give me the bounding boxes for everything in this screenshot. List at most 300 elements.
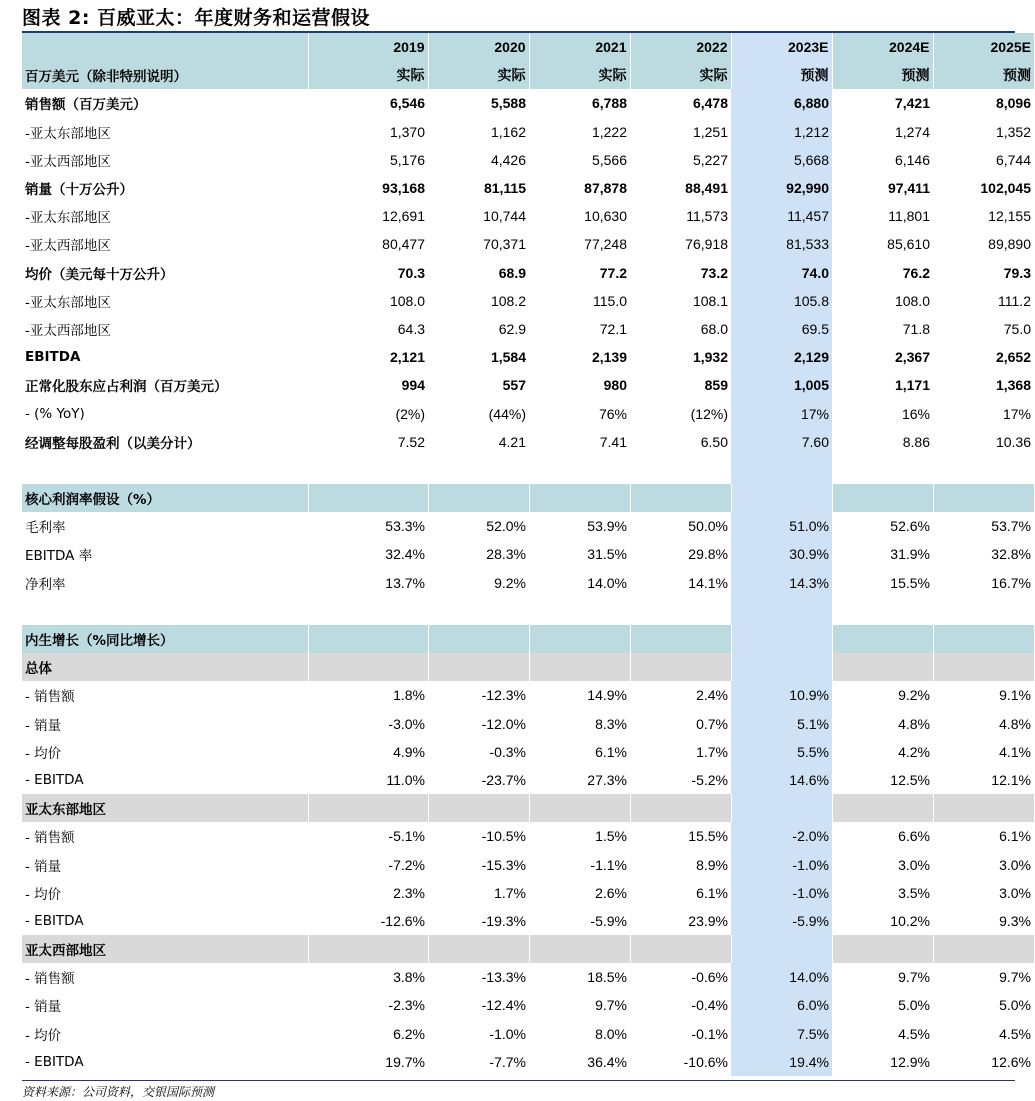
value-cell: 71.8	[902, 320, 930, 337]
value-cell: 111.2	[998, 292, 1031, 309]
value-cell	[630, 597, 731, 625]
value-cell: 23.9%	[688, 912, 728, 929]
value-cell: -0.3%	[489, 743, 526, 760]
value-cell	[308, 625, 428, 653]
table-row	[22, 822, 1034, 850]
value-cell: 1.7%	[696, 743, 728, 760]
value-cell: 1,171	[894, 377, 930, 394]
value-cell: 7.52	[397, 433, 425, 450]
subsection-header-row	[22, 794, 1034, 822]
value-cell: 6.2%	[393, 1025, 425, 1042]
value-cell	[529, 625, 630, 653]
value-cell: 19.4%	[731, 1048, 832, 1076]
value-cell: 2.6%	[595, 884, 627, 901]
value-cell: 1,352	[995, 123, 1031, 140]
value-cell	[428, 653, 529, 681]
row-label: - EBITDA	[25, 912, 84, 929]
value-cell: 89,890	[988, 236, 1031, 253]
table-row	[22, 371, 1034, 399]
value-cell: 68.0	[700, 320, 728, 337]
value-cell: 15.5%	[890, 574, 930, 591]
row-label: 亚太东部地区	[22, 794, 308, 822]
value-cell: -12.3%	[481, 687, 526, 704]
row-label: 正常化股东应占利润（百万美元）	[25, 379, 228, 396]
table-row	[22, 766, 1034, 794]
value-cell: 32.4%	[385, 546, 425, 563]
header-row-types	[22, 61, 1034, 89]
value-cell	[308, 456, 428, 484]
value-cell	[933, 794, 1034, 822]
value-cell: 36.4%	[587, 1053, 627, 1070]
value-cell: 2,652	[995, 349, 1031, 366]
value-cell: -7.7%	[489, 1053, 526, 1070]
value-cell: 3.0%	[898, 856, 930, 873]
value-cell	[731, 794, 832, 822]
row-label	[22, 456, 308, 484]
value-cell: 1,222	[591, 123, 627, 140]
value-cell: 4,426	[490, 151, 526, 168]
row-label: -亚太东部地区	[25, 210, 111, 227]
year-header: 2021	[529, 33, 630, 61]
value-cell: -1.0%	[731, 850, 832, 878]
value-cell: 9.7%	[595, 997, 627, 1014]
row-label: 均价（美元每十万公升）	[25, 266, 174, 283]
value-cell: 4.5%	[898, 1025, 930, 1042]
value-cell: 5.0%	[999, 997, 1031, 1014]
row-label	[22, 597, 308, 625]
value-cell: 8.0%	[595, 1025, 627, 1042]
subsection-header-row	[22, 935, 1034, 963]
value-cell: 6.50	[700, 433, 728, 450]
table-row	[22, 963, 1034, 991]
value-cell: 85,610	[887, 236, 930, 253]
value-cell: 10,744	[483, 208, 526, 225]
value-cell: 8.9%	[696, 856, 728, 873]
value-cell: -12.6%	[380, 912, 425, 929]
value-cell	[529, 653, 630, 681]
row-label: 净利率	[25, 576, 66, 593]
value-cell: 6.0%	[731, 991, 832, 1019]
value-cell: 12.9%	[890, 1053, 930, 1070]
year-header: 2023E	[731, 33, 832, 61]
value-cell: 6.1%	[999, 828, 1031, 845]
year-header: 2022	[630, 33, 731, 61]
value-cell	[529, 935, 630, 963]
value-cell: 9.1%	[999, 687, 1031, 704]
table-row	[22, 738, 1034, 766]
row-label: - 销量	[25, 717, 62, 734]
value-cell: 5,566	[591, 151, 627, 168]
row-label: 亚太西部地区	[22, 935, 308, 963]
value-cell: 2,121	[389, 349, 425, 366]
table-row	[22, 850, 1034, 878]
value-cell: 7.60	[731, 428, 832, 456]
row-label: - 均价	[25, 1027, 62, 1044]
value-cell: 11,573	[686, 208, 728, 225]
value-cell	[630, 935, 731, 963]
value-cell: -7.2%	[388, 856, 425, 873]
type-header: 实际	[529, 61, 630, 89]
value-cell: -10.5%	[481, 828, 526, 845]
year-header: 2019	[308, 33, 428, 61]
value-cell: 3.8%	[393, 969, 425, 986]
value-cell	[428, 625, 529, 653]
value-cell: 8.86	[902, 433, 930, 450]
value-cell: 31.9%	[890, 546, 930, 563]
table-row	[22, 991, 1034, 1019]
value-cell: 52.0%	[486, 518, 526, 535]
value-cell: -1.0%	[489, 1025, 526, 1042]
value-cell: 13.7%	[385, 574, 425, 591]
value-cell: 29.8%	[688, 546, 728, 563]
value-cell	[731, 935, 832, 963]
value-cell: 1,251	[692, 123, 728, 140]
value-cell: 14.0%	[587, 574, 627, 591]
year-header: 2025E	[933, 33, 1034, 61]
source-divider	[22, 1080, 1015, 1081]
value-cell: 31.5%	[587, 546, 627, 563]
value-cell: 9.7%	[999, 969, 1031, 986]
value-cell: (2%)	[395, 405, 425, 422]
row-label: 毛利率	[25, 520, 66, 537]
value-cell	[308, 935, 428, 963]
value-cell: 3.0%	[999, 884, 1031, 901]
value-cell: 8,096	[995, 95, 1031, 112]
value-cell: 7.41	[599, 433, 627, 450]
value-cell	[529, 456, 630, 484]
value-cell: 6,880	[731, 89, 832, 117]
value-cell	[630, 456, 731, 484]
row-label: 销售额（百万美元）	[25, 97, 147, 114]
value-cell: 115.0	[593, 292, 627, 309]
section-header-row	[22, 484, 1034, 512]
value-cell: 5,668	[731, 146, 832, 174]
type-header: 预测	[731, 61, 832, 89]
value-cell: 12.1%	[991, 771, 1031, 788]
value-cell	[428, 597, 529, 625]
value-cell: 10.36	[995, 433, 1031, 450]
value-cell: -5.2%	[691, 771, 728, 788]
value-cell: 2.4%	[696, 687, 728, 704]
row-label: -亚太东部地区	[25, 294, 111, 311]
value-cell: 8.3%	[595, 715, 627, 732]
value-cell	[832, 653, 933, 681]
value-cell: -1.1%	[590, 856, 627, 873]
row-label: -亚太西部地区	[25, 153, 111, 170]
value-cell	[630, 653, 731, 681]
row-label: - 销售额	[25, 830, 75, 847]
value-cell: 5.5%	[731, 738, 832, 766]
type-header: 实际	[428, 61, 529, 89]
value-cell	[933, 597, 1034, 625]
type-header: 实际	[630, 61, 731, 89]
value-cell: 19.7%	[385, 1053, 425, 1070]
row-label: - 均价	[25, 745, 62, 762]
value-cell: 12.5%	[890, 771, 930, 788]
value-cell: 69.5	[731, 315, 832, 343]
value-cell	[529, 484, 630, 512]
year-header: 2024E	[832, 33, 933, 61]
value-cell: -0.6%	[691, 969, 728, 986]
value-cell: 1.8%	[393, 687, 425, 704]
value-cell: -5.1%	[388, 828, 425, 845]
value-cell: 4.1%	[999, 743, 1031, 760]
table-row	[22, 287, 1034, 315]
value-cell: 72.1	[599, 320, 627, 337]
value-cell: (12%)	[690, 405, 728, 422]
value-cell: 77.2	[599, 264, 627, 281]
value-cell: 64.3	[397, 320, 425, 337]
row-label: 核心利润率假设（%）	[22, 484, 308, 512]
value-cell: 0.7%	[696, 715, 728, 732]
type-header: 实际	[308, 61, 428, 89]
value-cell: 15.5%	[688, 828, 728, 845]
subsection-header-row	[22, 653, 1034, 681]
row-label: -亚太西部地区	[25, 322, 111, 339]
row-label: - 销售额	[25, 971, 75, 988]
value-cell	[731, 625, 832, 653]
value-cell: -5.9%	[590, 912, 627, 929]
value-cell: 30.9%	[731, 540, 832, 568]
value-cell: 980	[603, 377, 627, 394]
table-row	[22, 1048, 1034, 1076]
table-row	[22, 118, 1034, 146]
value-cell: 859	[704, 377, 728, 394]
value-cell: 18.5%	[587, 969, 627, 986]
value-cell: 6.6%	[898, 828, 930, 845]
value-cell: 105.8	[731, 287, 832, 315]
table-row	[22, 315, 1034, 343]
value-cell: 17%	[731, 399, 832, 427]
value-cell: 5,176	[389, 151, 425, 168]
value-cell: 1,932	[692, 349, 728, 366]
value-cell: 50.0%	[688, 518, 728, 535]
value-cell	[630, 484, 731, 512]
value-cell: 81,533	[731, 230, 832, 258]
value-cell: 102,045	[980, 180, 1031, 197]
value-cell: 2,139	[591, 349, 627, 366]
value-cell: 4.8%	[999, 715, 1031, 732]
row-label: - 销量	[25, 999, 62, 1016]
value-cell	[428, 935, 529, 963]
value-cell: 81,115	[483, 180, 526, 197]
value-cell: 80,477	[382, 236, 425, 253]
value-cell: 88,491	[685, 180, 728, 197]
value-cell: -15.3%	[481, 856, 526, 873]
value-cell	[832, 484, 933, 512]
row-label: 经调整每股盈利（以美分计）	[25, 435, 201, 452]
value-cell: 87,878	[584, 180, 627, 197]
row-label: - 均价	[25, 886, 62, 903]
value-cell: 2,367	[894, 349, 930, 366]
value-cell: 70.3	[397, 264, 425, 281]
value-cell: 92,990	[731, 174, 832, 202]
value-cell: 1,370	[389, 123, 425, 140]
table-row	[22, 1020, 1034, 1048]
value-cell	[428, 456, 529, 484]
section-header-row	[22, 625, 1034, 653]
value-cell: 16.7%	[991, 574, 1031, 591]
value-cell: 9.3%	[999, 912, 1031, 929]
value-cell	[731, 484, 832, 512]
value-cell: 7,421	[894, 95, 930, 112]
source-note: 资料来源：公司资料，交银国际预测	[22, 1085, 215, 1099]
row-label: EBITDA	[25, 349, 81, 366]
value-cell: 62.9	[498, 320, 526, 337]
table-row	[22, 540, 1034, 568]
value-cell: 12.6%	[991, 1053, 1031, 1070]
value-cell: 1.7%	[494, 884, 526, 901]
value-cell: 14.9%	[587, 687, 627, 704]
value-cell	[731, 456, 832, 484]
value-cell	[933, 935, 1034, 963]
value-cell: 10,630	[584, 208, 627, 225]
value-cell: 1,584	[490, 349, 526, 366]
value-cell	[933, 653, 1034, 681]
table-row	[22, 512, 1034, 540]
value-cell: 994	[401, 377, 425, 394]
value-cell: 6,744	[995, 151, 1031, 168]
value-cell	[308, 653, 428, 681]
unit-label: 百万美元（除非特别说明）	[22, 61, 308, 89]
value-cell: 6,478	[692, 95, 728, 112]
value-cell	[529, 597, 630, 625]
header-blank-cell	[22, 33, 308, 61]
value-cell	[933, 456, 1034, 484]
value-cell	[832, 456, 933, 484]
value-cell: 93,168	[382, 180, 425, 197]
value-cell: 27.3%	[587, 771, 627, 788]
value-cell: 9.7%	[898, 969, 930, 986]
row-label: -亚太东部地区	[25, 125, 111, 142]
value-cell	[832, 935, 933, 963]
value-cell: 68.9	[498, 264, 526, 281]
value-cell	[832, 625, 933, 653]
value-cell: (44%)	[488, 405, 526, 422]
value-cell: 53.9%	[587, 518, 627, 535]
spacer-row	[22, 597, 1034, 625]
value-cell: 5.0%	[898, 997, 930, 1014]
value-cell: 6,788	[591, 95, 627, 112]
table-row	[22, 879, 1034, 907]
value-cell: 6,146	[894, 151, 930, 168]
value-cell: 1,368	[995, 377, 1031, 394]
value-cell	[731, 653, 832, 681]
value-cell: 1,274	[894, 123, 930, 140]
value-cell: 53.3%	[385, 518, 425, 535]
table-row	[22, 343, 1034, 371]
value-cell: 17%	[1002, 405, 1031, 422]
value-cell: 14.0%	[731, 963, 832, 991]
row-label: - EBITDA	[25, 1053, 84, 1070]
value-cell	[428, 794, 529, 822]
value-cell: -13.3%	[481, 969, 526, 986]
value-cell: 75.0	[1003, 320, 1031, 337]
value-cell	[308, 597, 428, 625]
value-cell: 74.0	[731, 259, 832, 287]
value-cell: 76%	[598, 405, 627, 422]
value-cell: 6,546	[389, 95, 425, 112]
table-row	[22, 202, 1034, 230]
value-cell: 4.8%	[898, 715, 930, 732]
value-cell: 2,129	[731, 343, 832, 371]
table-row	[22, 89, 1034, 117]
value-cell: 79.3	[1003, 264, 1031, 281]
value-cell: 51.0%	[731, 512, 832, 540]
value-cell	[308, 794, 428, 822]
value-cell: 73.2	[700, 264, 728, 281]
row-label: 总体	[22, 653, 308, 681]
table-row	[22, 146, 1034, 174]
row-label: - EBITDA	[25, 771, 84, 788]
year-header: 2020	[428, 33, 529, 61]
value-cell: 76,918	[685, 236, 728, 253]
value-cell: 108.1	[692, 292, 728, 309]
value-cell: 70,371	[483, 236, 526, 253]
header-row-years	[22, 33, 1034, 61]
value-cell: 53.7%	[991, 518, 1031, 535]
value-cell: 2.3%	[393, 884, 425, 901]
value-cell	[933, 484, 1034, 512]
value-cell: -0.4%	[691, 997, 728, 1014]
value-cell: -5.9%	[731, 907, 832, 935]
value-cell: -2.3%	[388, 997, 425, 1014]
value-cell: -12.0%	[481, 715, 526, 732]
value-cell: -19.3%	[481, 912, 526, 929]
value-cell: 32.8%	[991, 546, 1031, 563]
value-cell: 5,227	[692, 151, 728, 168]
value-cell: 1.5%	[595, 828, 627, 845]
value-cell: 52.6%	[890, 518, 930, 535]
table-row	[22, 907, 1034, 935]
row-label: - 销售额	[25, 689, 75, 706]
value-cell: -23.7%	[481, 771, 526, 788]
value-cell: 4.2%	[898, 743, 930, 760]
value-cell: 3.0%	[999, 856, 1031, 873]
value-cell	[832, 597, 933, 625]
table-row	[22, 174, 1034, 202]
value-cell	[529, 794, 630, 822]
type-header: 预测	[933, 61, 1034, 89]
financial-assumptions-table	[22, 33, 1034, 1076]
value-cell	[428, 484, 529, 512]
value-cell: 1,212	[731, 118, 832, 146]
value-cell: 14.3%	[731, 569, 832, 597]
table-row	[22, 681, 1034, 709]
row-label: EBITDA 率	[25, 548, 93, 565]
value-cell: 4.21	[498, 433, 526, 450]
table-row	[22, 399, 1034, 427]
value-cell: 12,691	[382, 208, 425, 225]
value-cell: -2.0%	[731, 822, 832, 850]
value-cell: 4.5%	[999, 1025, 1031, 1042]
value-cell: 6.1%	[696, 884, 728, 901]
value-cell: 4.9%	[393, 743, 425, 760]
value-cell: 9.2%	[898, 687, 930, 704]
value-cell: 5.1%	[731, 710, 832, 738]
value-cell: 108.0	[894, 292, 930, 309]
table-row	[22, 230, 1034, 258]
value-cell	[308, 484, 428, 512]
row-label: - (% YoY)	[25, 405, 85, 422]
value-cell: 97,411	[887, 180, 930, 197]
value-cell	[933, 625, 1034, 653]
row-label: 内生增长（%同比增长）	[22, 625, 308, 653]
row-label: 销量（十万公升）	[25, 182, 133, 199]
value-cell: 14.6%	[731, 766, 832, 794]
spacer-row	[22, 456, 1034, 484]
row-label: - 销量	[25, 858, 62, 875]
